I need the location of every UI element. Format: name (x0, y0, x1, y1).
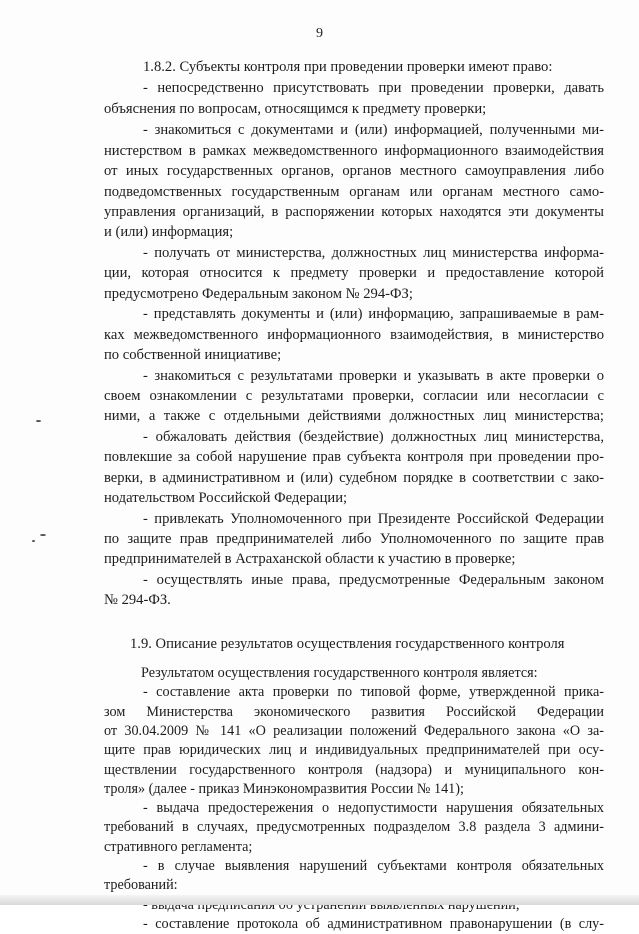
text-line: - непосредственно присутствовать при проведении проверки, давать (143, 80, 604, 96)
text-line: требований в случаях, предусмотренных подразделом 3.8 раздела 3 админи- (104, 819, 604, 836)
text-line: требований: (104, 877, 178, 894)
text-line: по защите прав предпринимателей либо Уполномоченного по защите прав (104, 531, 604, 547)
text-line: объяснения по вопросам, относящимся к предмету проверки; (104, 101, 487, 117)
text-line: ществлении государственного контроля (надзора) и муниципального кон- (104, 761, 604, 778)
text-line: ции, которая относится к предмету проверки и предоставление которой (104, 265, 604, 281)
text-line: верки, в административном и (или) судебном порядке в соответствии с зако- (104, 470, 604, 486)
text-line: троля» (далее - приказ Минэкономразвития России № 141); (104, 780, 464, 797)
scan-speck (40, 534, 46, 536)
text-line: - составление акта проверки по типовой форме, утвержденной прика- (143, 684, 604, 701)
text-line: щите прав юридических лиц и индивидуальных предпринимателей при осу- (104, 742, 604, 759)
text-line: от иных государственных органов, органов местного самоуправления либо (104, 163, 604, 179)
text-line: - выдача предостережения о недопустимости нарушения обязательных (143, 800, 604, 817)
text-line: ках межведомственного информационного взаимодействия, в министерство (104, 327, 604, 343)
text-line: № 294-ФЗ. (104, 592, 171, 608)
text-line: - представлять документы и (или) информацию, запрашиваемые в рам- (143, 306, 604, 322)
text-line: стративного регламента; (104, 838, 253, 855)
text-line: - в случае выявления нарушений субъектами контроля обязательных (143, 858, 604, 874)
text-line: ними, а также с отдельными действиями должностных лиц министерства; (104, 408, 604, 424)
text-line: от 30.04.2009 № 141 «О реализации положений Федерального закона «О за- (104, 722, 604, 739)
text-line: предусмотрено Федеральным законом № 294-ФЗ; (104, 286, 413, 302)
text-line: - привлекать Уполномоченного при Президенте Российской Федерации (143, 511, 604, 527)
text-line: нистерством в рамках межведомственного информационного взаимодействия (104, 143, 604, 159)
text-line: по собственной инициативе; (104, 347, 282, 363)
text-line: нодательством Российской Федерации; (104, 490, 348, 506)
text-line: - получать от министерства, должностных лиц министерства информа- (143, 245, 604, 261)
text-line: - знакомиться с результатами проверки и указывать в акте проверки о (143, 368, 604, 384)
text-line: Результатом осуществления государственного контроля является: (141, 665, 538, 681)
text-line: 1.8.2. Субъекты контроля при проведении проверки имеют право: (143, 59, 553, 75)
section-heading: 1.9. Описание результатов осуществления государственного контроля (130, 636, 565, 652)
text-line: - обжаловать действия (бездействие) должностных лиц министерства, (143, 429, 604, 445)
text-line: и (или) информация; (104, 224, 234, 240)
text-line: своем ознакомлении с результатами проверки, согласии или несогласии с (104, 388, 604, 404)
text-line: зом Министерства экономического развития Российской Федерации (104, 703, 604, 720)
text-line: управления организаций, в распоряжении которых находятся эти документы (104, 204, 604, 220)
text-line: - знакомиться с документами и (или) информацией, полученными ми- (143, 122, 604, 138)
text-line: повлекшие за собой нарушение прав субъекта контроля при проведении про- (104, 449, 604, 465)
text-line: подведомственных государственным органам или органам местного само- (104, 184, 604, 200)
scan-speck (36, 420, 41, 422)
text-line: - составление протокола об административном правонарушении (в слу- (143, 915, 604, 932)
scan-edge (0, 895, 639, 905)
text-line: предпринимателей в Астраханской области к участию в проверке; (104, 551, 516, 567)
text-line: - осуществлять иные права, предусмотренные Федеральным законом (143, 572, 604, 588)
page-number: 9 (316, 26, 323, 41)
scan-speck (32, 540, 35, 542)
